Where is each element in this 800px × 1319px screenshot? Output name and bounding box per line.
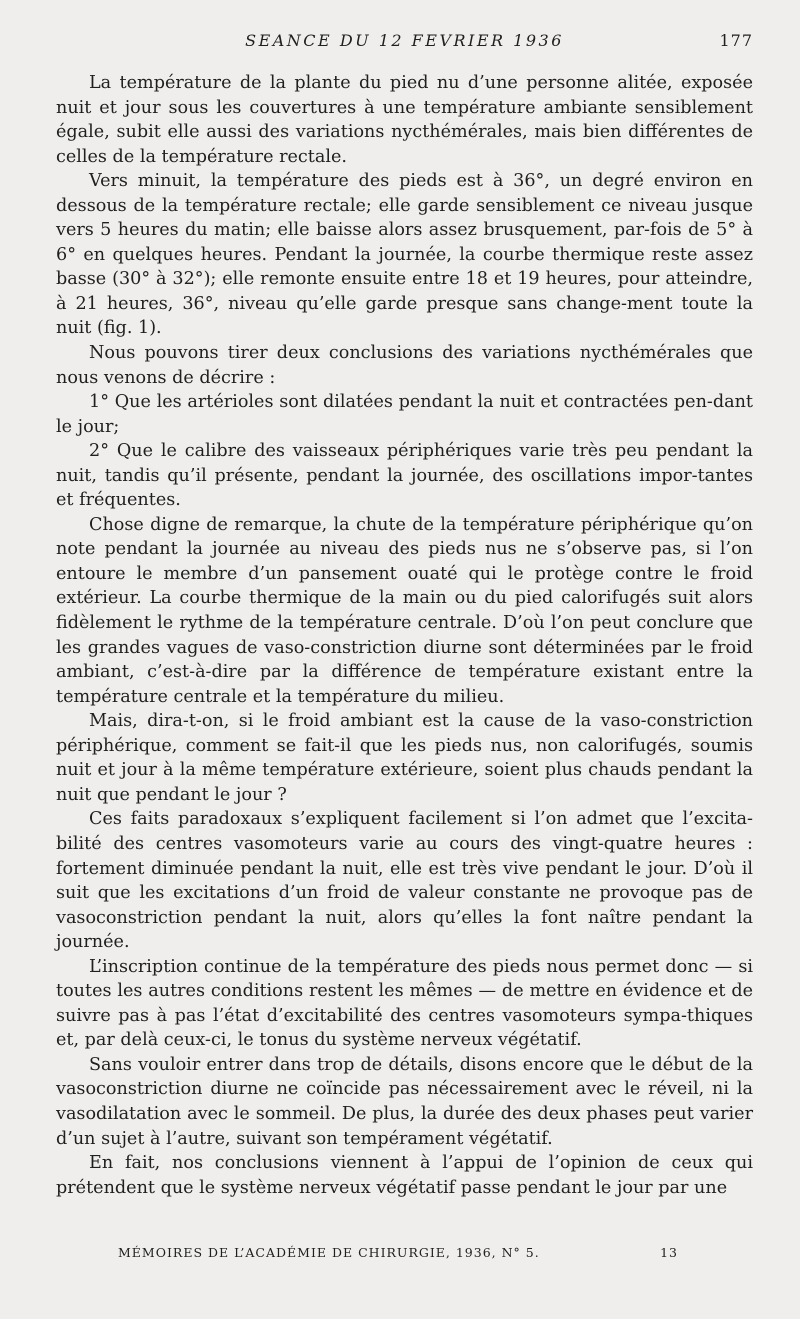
signature-mark: 13 [660,1245,678,1260]
paragraph: Chose digne de remarque, la chute de la température périphérique qu’on note pendant la journée au niveau des pieds nus ne s’observe pas, si l’on entoure le membre d’un pansement ouaté qui le protège contre le froid extérieur. La courbe thermique de la main ou du pied calorifugés suit alors fidèlement le rythme de la température centrale. D’où l’on peut conclure que les grandes vagues de vaso-constriction diurne sont déterminées par le froid ambiant, c’est-à-dire par la différence de température existant entre la température centrale et la température du milieu. [56,514,753,707]
paragraph: 2° Que le calibre des vaisseaux périphériques varie très peu pendant la nuit, tandis qu’il présente, pendant la journée, des oscillations impor-tantes et fréquentes. [56,441,753,511]
paragraph: Vers minuit, la température des pieds est à 36°, un degré environ en dessous de la température rectale; elle garde sensiblement ce niveau jusque vers 5 heures du matin; elle baisse alors assez brusquement, par-fois de 5° à 6° en quelques heures. Pendant la journée, la courbe thermique reste assez basse (30° à 32°); elle remonte ensuite entre 18 et 19 heures, pour atteindre, à 21 heures, 36°, niveau qu’elle garde presque sans change-ment toute la nuit (fig. 1). [56,171,753,339]
paragraph: 1° Que les artérioles sont dilatées pendant la nuit et contractées pen-dant le jour; [56,392,753,437]
body-text [56,71,753,1200]
paragraph: En fait, nos conclusions viennent à l’appui de l’opinion de ceux qui prétendent que le système nerveux végétatif passe pendant le jour par une [56,1153,753,1198]
page-footer [118,1245,678,1265]
paragraph: Ces faits paradoxaux s’expliquent facilement si l’on admet que l’excita-bilité des centres vasomoteurs varie au cours des vingt-quatre heures : fortement diminuée pendant la nuit, elle est très vive pendant le jour. D’où il suit que les excitations d’un froid de valeur constante ne provoque pas de vasoconstriction pendant la nuit, alors qu’elles la font naître pendant la journée. [56,809,753,953]
running-header [56,31,753,55]
journal-reference: MÉMOIRES DE L’ACADÉMIE DE CHIRURGIE, 1936, N° 5. [118,1245,540,1260]
page-number: 177 [719,31,753,50]
running-title: SEANCE DU 12 FEVRIER 1936 [245,31,564,50]
paragraph: Sans vouloir entrer dans trop de détails, disons encore que le début de la vasoconstriction diurne ne coïncide pas nécessairement avec le réveil, ni la vasodilatation avec le sommeil. De plus, la durée des deux phases peut varier d’un sujet à l’autre, suivant son tempérament végétatif. [56,1054,753,1149]
paragraph: La température de la plante du pied nu d’une personne alitée, exposée nuit et jour sous les couvertures à une température ambiante sensiblement égale, subit elle aussi des variations nycthémérales, mais bien différentes de celles de la température rectale. [56,73,753,167]
paragraph: Nous pouvons tirer deux conclusions des variations nycthémérales que nous venons de décrire : [56,343,753,388]
paragraph: Mais, dira-t-on, si le froid ambiant est la cause de la vaso-constriction périphérique, comment se fait-il que les pieds nus, non calorifugés, soumis nuit et jour à la même température extérieure, soient plus chauds pendant la nuit que pendant le jour ? [56,711,753,805]
paragraph: L’inscription continue de la température des pieds nous permet donc — si toutes les autres conditions restent les mêmes — de mettre en évidence et de suivre pas à pas l’état d’excitabilité des centres vasomoteurs sympa-thiques et, par delà ceux-ci, le tonus du système nerveux végétatif. [56,956,753,1051]
